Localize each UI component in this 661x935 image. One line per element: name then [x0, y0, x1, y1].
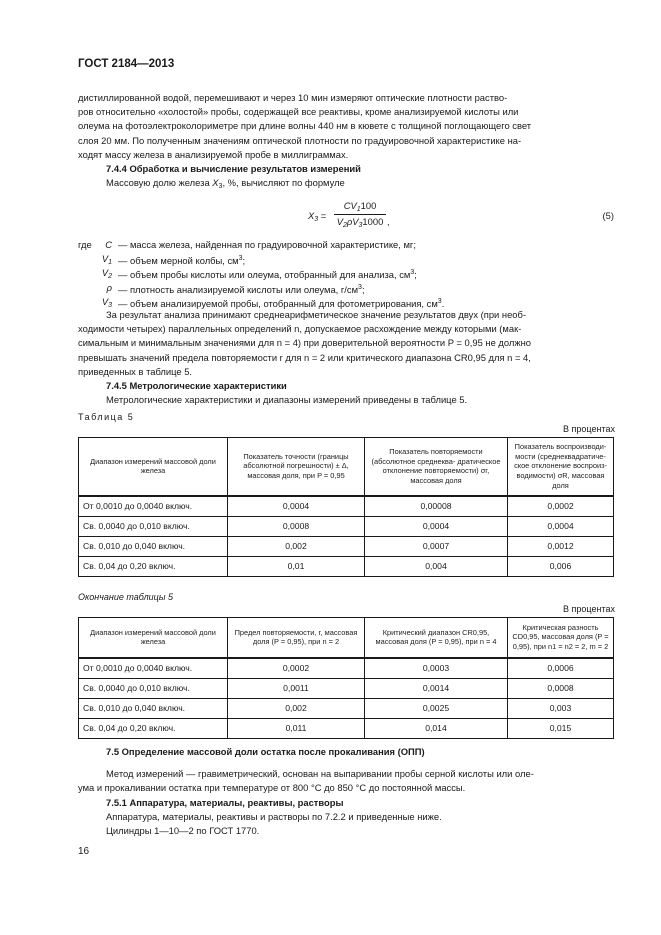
intro-line: олеума на фотоэлектроколориметре при длине волны 440 нм в кювете с толщиной поглощающего свет [78, 120, 532, 132]
table-cell: 0,0006 [508, 658, 614, 679]
intro-line: дистиллированной водой, перемешивают и через 10 мин измеряют оптические плотности раство- [78, 92, 508, 103]
legend-row: $V_2$ — объем пробы кислоты или олеума, отобранный для анализа, $см^3$; [78, 266, 618, 280]
table-cell: 0,015 [508, 718, 614, 738]
result-line: приведенных в таблице 5. [78, 365, 193, 377]
table-cell: 0,0008 [508, 678, 614, 698]
intro-paragraph [78, 91, 614, 194]
table-cell: 0,0004 [228, 496, 365, 517]
legend-symbol: C [105, 239, 112, 250]
legend-row: где C — масса железа, найденная по градуировочной характеристике, мг; [78, 238, 618, 252]
table-cell: Св. 0,0040 до 0,010 включ. [79, 678, 228, 698]
table-cell: Св. 0,010 до 0,040 включ. [79, 536, 228, 556]
result-line: За результат анализа принимают среднеарифметическое значение результатов двух (при необ- [106, 309, 526, 320]
table-header-cell: Предел повторяемости, r, массовая доля (P = 0,95), при n = 2 [228, 618, 365, 658]
section-heading-7-5-1: 7.5.1 Аппаратура, материалы, реактивы, растворы [106, 796, 344, 808]
table-header-cell: Показатель повторяемости (абсолютное среднеква- дратическое отклонение повторяемости) σr, массовая доля [365, 438, 508, 496]
table-cell: 0,003 [508, 698, 614, 718]
legend-row: $V_1$ — объем мерной колбы, $см^3$; [78, 252, 618, 266]
table-row [79, 698, 614, 718]
table-caption: Таблица 5 [78, 412, 135, 422]
table-cell: 0,0003 [365, 658, 508, 679]
legend-symbol: $V_3$ [101, 295, 112, 309]
result-line: превышать значений предела повторяемости r для n = 2 или критического диапазона CR0,95 для n = 4, [78, 351, 531, 363]
section-7-5 [78, 745, 614, 838]
section-heading-7-4-4: 7.4.4 Обработка и вычисление результатов измерений [106, 163, 361, 175]
table-row [79, 556, 614, 576]
table-header-row [79, 618, 614, 658]
table-units: В процентах [563, 604, 615, 614]
table-cell: 0,0012 [508, 536, 614, 556]
table-cell: 0,01 [228, 556, 365, 576]
table-cell: От 0,0010 до 0,0040 включ. [79, 496, 228, 517]
table-header-cell: Показатель точности (границы абсолютной погрешности) ± Δ, массовая доля, при P = 0,95 [228, 438, 365, 496]
section-line: Аппаратура, материалы, реактивы и растворы по 7.2.2 и приведенные ниже. [106, 810, 442, 822]
table-header-cell: Диапазон измерений массовой доли железа [79, 438, 228, 496]
legend-symbol: $V_1$ [101, 253, 112, 267]
table-cell: Св. 0,04 до 0,20 включ. [79, 718, 228, 738]
formula-lhs: $X_3$ = [308, 210, 327, 223]
table-cell: 0,0014 [365, 678, 508, 698]
table-row [79, 658, 614, 679]
formula-5 [300, 198, 630, 234]
page-number: 16 [78, 846, 90, 857]
table-cell: 0,0004 [508, 516, 614, 536]
table-cell: 0,011 [228, 718, 365, 738]
document-header: ГОСТ 2184—2013 [78, 58, 175, 70]
legend-row: ρ — плотность анализируемой кислоты или олеума, $г/см^3$; [78, 281, 618, 295]
formula-legend [78, 238, 618, 309]
section-heading-7-4-5: 7.4.5 Метрологические характеристики [106, 380, 287, 392]
table-header-cell: Критический диапазон CR0,95, массовая доля (P = 0,95), при n = 4 [365, 618, 508, 658]
table-row [79, 536, 614, 556]
table-cell: 0,014 [365, 718, 508, 738]
table-cell: 0,0025 [365, 698, 508, 718]
table-5 [78, 437, 614, 577]
legend-symbol: $V_2$ [101, 267, 112, 281]
table-cell: 0,0011 [228, 678, 365, 698]
table-cell: Св. 0,0040 до 0,010 включ. [79, 516, 228, 536]
table-cell: 0,0007 [365, 536, 508, 556]
section-line: ума и прокаливании остатка при температуре от 800 °С до 850 °С до постоянной массы. [78, 782, 466, 794]
table-units: В процентах [563, 424, 615, 434]
result-line: симальным и минимальным значениями для n = 4) при доверительной вероятности P = 0,95 не должно [78, 337, 532, 349]
table-row [79, 718, 614, 738]
table-cell: 0,0002 [508, 496, 614, 517]
table-cell: 0,0004 [365, 516, 508, 536]
table-row [79, 516, 614, 536]
legend-row: $V_3$ — объем анализируемой пробы, отобранный для фотометрирования, $см^3$. [78, 295, 618, 309]
formula-numerator: $CV_1100$ [334, 200, 386, 215]
section-text-7-4-5: Метрологические характеристики и диапазоны измерений приведены в таблице 5. [106, 394, 468, 406]
intro-line: ров относительно «холостой» пробы, содержащей все реактивы, кроме анализируемой кислоты или [78, 106, 519, 118]
result-line: ходимости четырех) параллельных определений n, допускаемое расхождение между которыми (мак- [78, 323, 522, 335]
formula-tail: , [387, 216, 390, 227]
table-row [79, 496, 614, 517]
table-cell: От 0,0010 до 0,0040 включ. [79, 658, 228, 679]
table-cell: 0,006 [508, 556, 614, 576]
table-row [79, 678, 614, 698]
formula-intro: Массовую долю железа $X_3$, %, вычисляют по формуле [106, 177, 345, 191]
formula-fraction [334, 200, 386, 229]
table-cell: 0,002 [228, 698, 365, 718]
table-cell: Св. 0,04 до 0,20 включ. [79, 556, 228, 576]
table-cell: 0,00008 [365, 496, 508, 517]
table-header-cell: Критическая разность CD0,95, массовая доля (P = 0,95), при n1 = n2 = 2, m = 2 [508, 618, 614, 658]
table-header-cell: Показатель воспроизводи- мости (среднеквадратиче- ское отклонение воспроиз- водимости) σR, массовая доля [508, 438, 614, 496]
section-line: Цилиндры 1—10—2 по ГОСТ 1770. [106, 825, 260, 837]
section-line: Метод измерений — гравиметрический, основан на выпаривании пробы серной кислоты или оле- [106, 768, 534, 780]
table-caption: Окончание таблицы 5 [78, 592, 173, 602]
table-cell: 0,004 [365, 556, 508, 576]
legend-symbol: ρ [106, 281, 112, 293]
table-cell: 0,0002 [228, 658, 365, 679]
table-cell: Св. 0,010 до 0,040 включ. [79, 698, 228, 718]
table-5-end [78, 617, 614, 739]
intro-line: ходят массу железа в анализируемой пробе в миллиграммах. [78, 148, 349, 160]
formula-number: (5) [602, 210, 614, 221]
table-cell: 0,0008 [228, 516, 365, 536]
formula-denominator: $V_2\rho V_31000$ [336, 216, 384, 229]
table-header-cell: Диапазон измерений массовой доли железа [79, 618, 228, 658]
table-cell: 0,002 [228, 536, 365, 556]
table-header-row [79, 438, 614, 496]
section-heading-7-5: 7.5 Определение массовой доли остатка после прокаливания (ОПП) [106, 746, 425, 757]
intro-line: слоя 20 мм. По полученным значениям оптической плотности по градуировочной характеристике на- [78, 134, 522, 146]
result-paragraph [78, 308, 614, 407]
